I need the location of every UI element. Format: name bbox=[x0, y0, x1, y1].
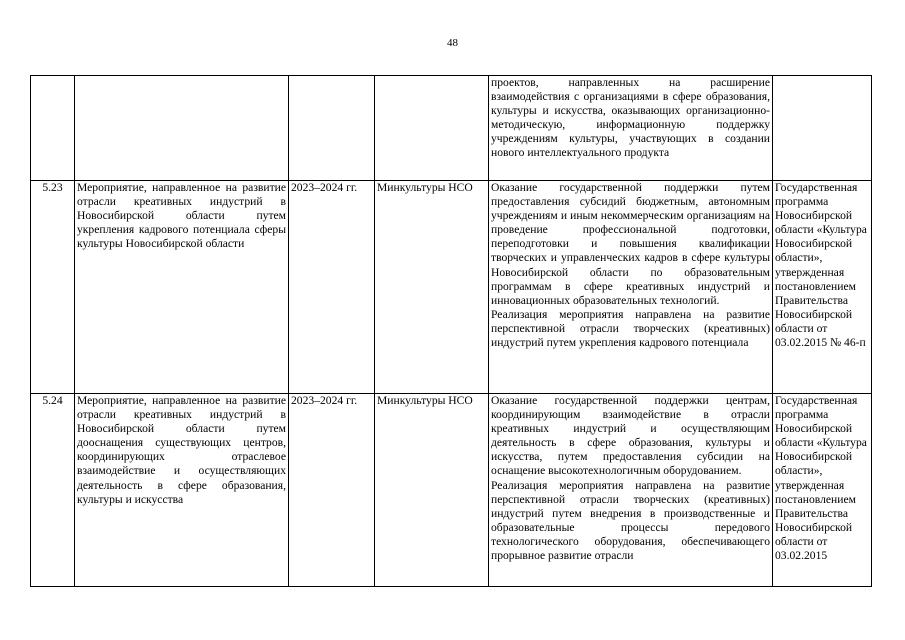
description-paragraph: Оказание государственной поддержки центрам, координирующим взаимодействие в отрасли креативных индустрий и осуществляющим деятельность в сфере образования, культуры и искусства, путем предоставления субсидии на оснащение высокотехнологичным оборудованием. bbox=[491, 394, 770, 478]
description-paragraph: Оказание государственной поддержки путем предоставления субсидий бюджетным, автономным учреждениям и иным некоммерческим организациям на проведение профессиональной подготовки, переподготовки и повышения квалификации творческих и управленческих кадров в сфере культуры Новосибирской области по образовательным программам в сфере креативных индустрий и инновационных образовательных технологий. bbox=[491, 181, 770, 307]
description-cell bbox=[489, 181, 773, 394]
measures-table bbox=[30, 75, 872, 587]
description-paragraph: Реализация мероприятия направлена на развитие перспективной отрасли творческих (креативных) индустрий путем укрепления кадрового потенциала bbox=[491, 307, 770, 350]
description-paragraph: проектов, направленных на расширение взаимодействия с организациями в сфере образования, культуры и искусства, оказывающих организационно-методическую, информационную поддержку учреждениям культуры, участвующих в создании нового интеллектуального продукта bbox=[491, 76, 770, 160]
measure-title-cell: Мероприятие, направленное на развитие отрасли креативных индустрий в Новосибирской области путем укрепления кадрового потенциала сферы культуры Новосибирской области bbox=[75, 181, 289, 394]
period-cell bbox=[289, 76, 375, 181]
period-cell: 2023–2024 гг. bbox=[289, 181, 375, 394]
table-row bbox=[31, 394, 872, 587]
executor-cell: Минкультуры НСО bbox=[375, 394, 489, 587]
description-cell bbox=[489, 394, 773, 587]
table-row bbox=[31, 181, 872, 394]
basis-cell: Государственная программа Новосибирской области «Культура Новосибирской области», утвержденная постановлением Правительства Новосибирской области от 03.02.2015 № 46-п bbox=[773, 181, 872, 394]
measure-title-cell: Мероприятие, направленное на развитие отрасли креативных индустрий в Новосибирской области путем дооснащения существующих центров, координирующих отраслевое взаимодействие и осуществляющих деятельность в сфере образования, культуры и искусства bbox=[75, 394, 289, 587]
executor-cell bbox=[375, 76, 489, 181]
page-number: 48 bbox=[447, 37, 458, 49]
description-paragraph: Реализация мероприятия направлена на развитие перспективной отрасли творческих (креативных) индустрий путем внедрения в производственные и образовательные процессы передового технологического оборудования, обеспечивающего прорывное развитие отрасли bbox=[491, 478, 770, 563]
basis-cell: Государственная программа Новосибирской области «Культура Новосибирской области», утвержденная постановлением Правительства Новосибирской области от 03.02.2015 bbox=[773, 394, 872, 587]
measure-title-cell bbox=[75, 76, 289, 181]
table-row bbox=[31, 76, 872, 181]
description-cell bbox=[489, 76, 773, 181]
basis-cell bbox=[773, 76, 872, 181]
period-cell: 2023–2024 гг. bbox=[289, 394, 375, 587]
row-number-cell: 5.24 bbox=[31, 394, 75, 587]
executor-cell: Минкультуры НСО bbox=[375, 181, 489, 394]
row-number-cell: 5.23 bbox=[31, 181, 75, 394]
row-number-cell bbox=[31, 76, 75, 181]
